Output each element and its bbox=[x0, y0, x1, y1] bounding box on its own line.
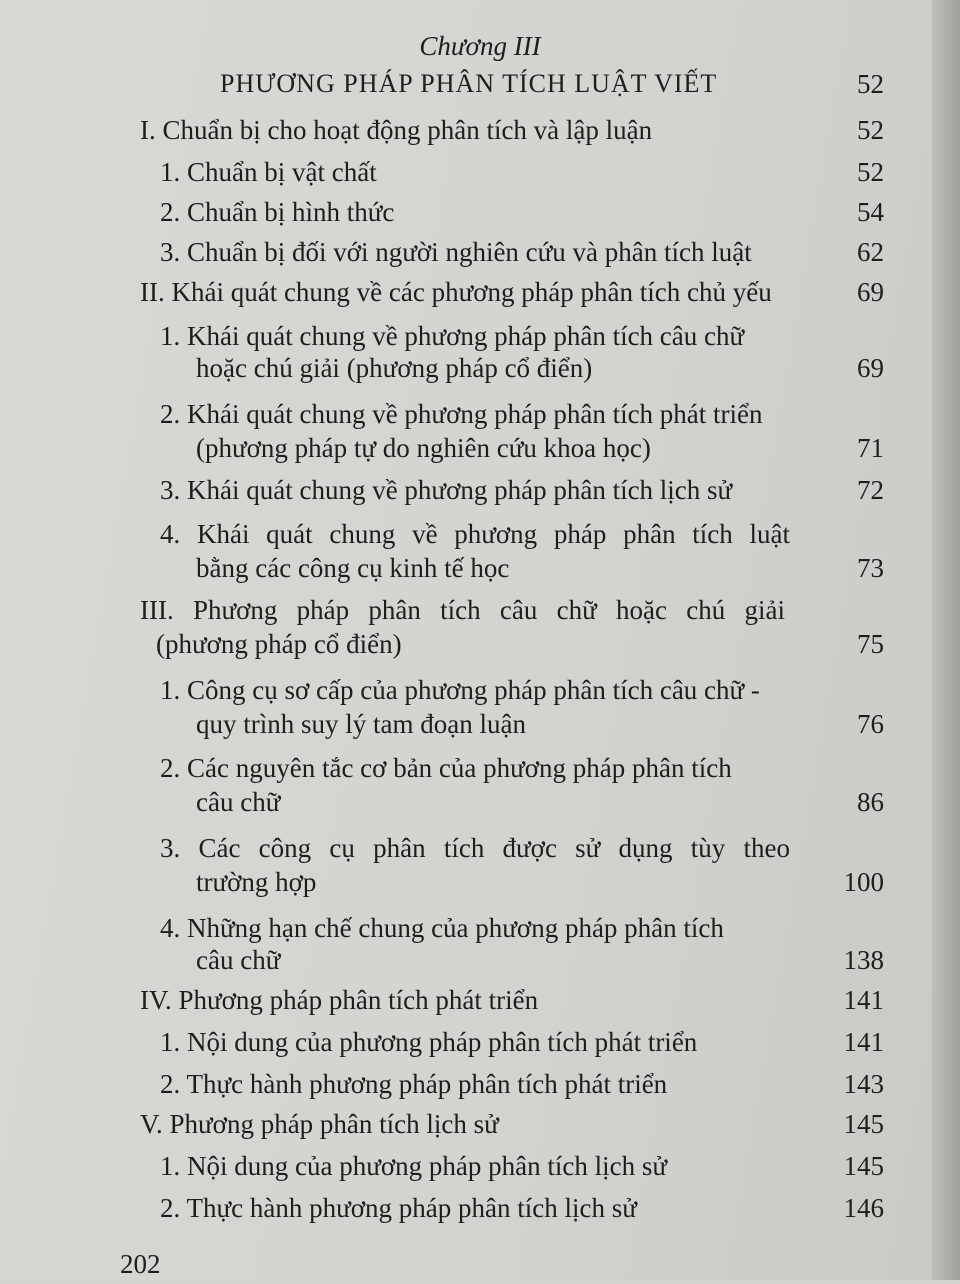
toc-entry-page: 145 bbox=[843, 1151, 884, 1181]
toc-entry bbox=[0, 1104, 900, 1144]
toc-entry-text: (phương pháp tự do nghiên cứu khoa học) bbox=[196, 433, 651, 463]
toc-entry-continuation bbox=[0, 704, 900, 744]
toc-entry-text: câu chữ bbox=[196, 787, 281, 817]
toc-entry-page: 141 bbox=[843, 1027, 884, 1057]
toc-entry bbox=[0, 110, 900, 150]
toc-entry-text: 1. Công cụ sơ cấp của phương pháp phân tích câu chữ - bbox=[160, 675, 760, 705]
toc-entry-text: 3. Các công cụ phân tích được sử dụng tùy theo bbox=[160, 833, 790, 863]
toc-entry-page: 75 bbox=[857, 629, 884, 659]
toc-entry-text: 1. Nội dung của phương pháp phân tích lịch sử bbox=[160, 1151, 667, 1181]
toc-entry-page: 52 bbox=[857, 157, 884, 187]
toc-entry-text: 2. Các nguyên tắc cơ bản của phương pháp phân tích bbox=[160, 753, 732, 783]
toc-entry-text: quy trình suy lý tam đoạn luận bbox=[196, 709, 526, 739]
toc-entry-page: 141 bbox=[843, 985, 884, 1015]
toc-entry-continuation bbox=[0, 782, 900, 822]
toc-entry-text: 2. Thực hành phương pháp phân tích lịch sử bbox=[160, 1193, 637, 1223]
toc-entry-text: 1. Chuẩn bị vật chất bbox=[160, 157, 377, 187]
toc-entry-page: 138 bbox=[843, 945, 884, 975]
toc-entry-continuation bbox=[0, 548, 900, 588]
toc-entry bbox=[0, 1188, 900, 1228]
toc-entry-page: 62 bbox=[857, 237, 884, 267]
toc-entry-continuation bbox=[0, 862, 900, 902]
toc-entry-page: 73 bbox=[857, 553, 884, 583]
toc-entry-text: 2. Chuẩn bị hình thức bbox=[160, 197, 395, 227]
toc-entry-text: 4. Những hạn chế chung của phương pháp phân tích bbox=[160, 913, 724, 943]
toc-entry-text: câu chữ bbox=[196, 945, 281, 975]
toc-entry-text: 4. Khái quát chung về phương pháp phân tích luật bbox=[160, 519, 790, 549]
toc-entry bbox=[0, 232, 900, 272]
toc-entry-text: 3. Chuẩn bị đối với người nghiên cứu và phân tích luật bbox=[160, 237, 752, 267]
toc-entry-page: 145 bbox=[843, 1109, 884, 1139]
toc-entry-text: 2. Thực hành phương pháp phân tích phát triển bbox=[160, 1069, 668, 1099]
toc-entry-text: II. Khái quát chung về các phương pháp phân tích chủ yếu bbox=[140, 277, 772, 307]
toc-entry-page: 86 bbox=[857, 787, 884, 817]
toc-entry-page: 72 bbox=[857, 475, 884, 505]
chapter-title-row bbox=[0, 64, 900, 104]
toc-entry bbox=[0, 1022, 900, 1062]
toc-entry bbox=[0, 152, 900, 192]
toc-entry-text: 1. Nội dung của phương pháp phân tích phát triển bbox=[160, 1027, 698, 1057]
toc-entry-text: hoặc chú giải (phương pháp cổ điển) bbox=[196, 353, 593, 383]
toc-entry bbox=[0, 470, 900, 510]
page-number: 202 bbox=[120, 1249, 161, 1279]
toc-entry-text: trường hợp bbox=[196, 867, 317, 897]
book-spine-shadow bbox=[932, 0, 960, 1280]
toc-entry bbox=[0, 1146, 900, 1186]
toc-entry-page: 69 bbox=[857, 277, 884, 307]
toc-entry-text: 3. Khái quát chung về phương pháp phân tích lịch sử bbox=[160, 475, 733, 505]
chapter-title: PHƯƠNG PHÁP PHÂN TÍCH LUẬT VIẾT bbox=[220, 69, 718, 98]
chapter-label: Chương III bbox=[419, 31, 541, 61]
toc-entry-page: 52 bbox=[857, 115, 884, 145]
toc-entry-continuation bbox=[0, 428, 900, 468]
toc-entry-continuation bbox=[0, 940, 900, 980]
toc-entry-text: III. Phương pháp phân tích câu chữ hoặc chú giải bbox=[140, 595, 785, 625]
toc-entry-text: V. Phương pháp phân tích lịch sử bbox=[140, 1109, 499, 1139]
toc-entry-text: bằng các công cụ kinh tế học bbox=[196, 553, 510, 583]
toc-entry-text: I. Chuẩn bị cho hoạt động phân tích và lập luận bbox=[140, 115, 653, 145]
toc-entry-text: (phương pháp cổ điển) bbox=[156, 629, 402, 659]
toc-entry bbox=[0, 980, 900, 1020]
toc-entry-text: 2. Khái quát chung về phương pháp phân tích phát triển bbox=[160, 399, 763, 429]
toc-entry-page: 146 bbox=[843, 1193, 884, 1223]
toc-entry-text: IV. Phương pháp phân tích phát triển bbox=[140, 985, 539, 1015]
toc-entry-page: 100 bbox=[843, 867, 884, 897]
toc-entry-page: 76 bbox=[857, 709, 884, 739]
chapter-title-page: 52 bbox=[857, 69, 884, 99]
toc-entry-continuation bbox=[0, 624, 900, 664]
toc-entry-page: 71 bbox=[857, 433, 884, 463]
toc-entry-page: 54 bbox=[857, 197, 884, 227]
toc-entry-continuation bbox=[0, 348, 900, 388]
toc-entry bbox=[0, 192, 900, 232]
toc-entry-text: 1. Khái quát chung về phương pháp phân tích câu chữ bbox=[160, 321, 745, 351]
toc-entry-page: 69 bbox=[857, 353, 884, 383]
toc-entry-page: 143 bbox=[843, 1069, 884, 1099]
toc-entry bbox=[0, 1064, 900, 1104]
toc-entry bbox=[0, 272, 900, 312]
